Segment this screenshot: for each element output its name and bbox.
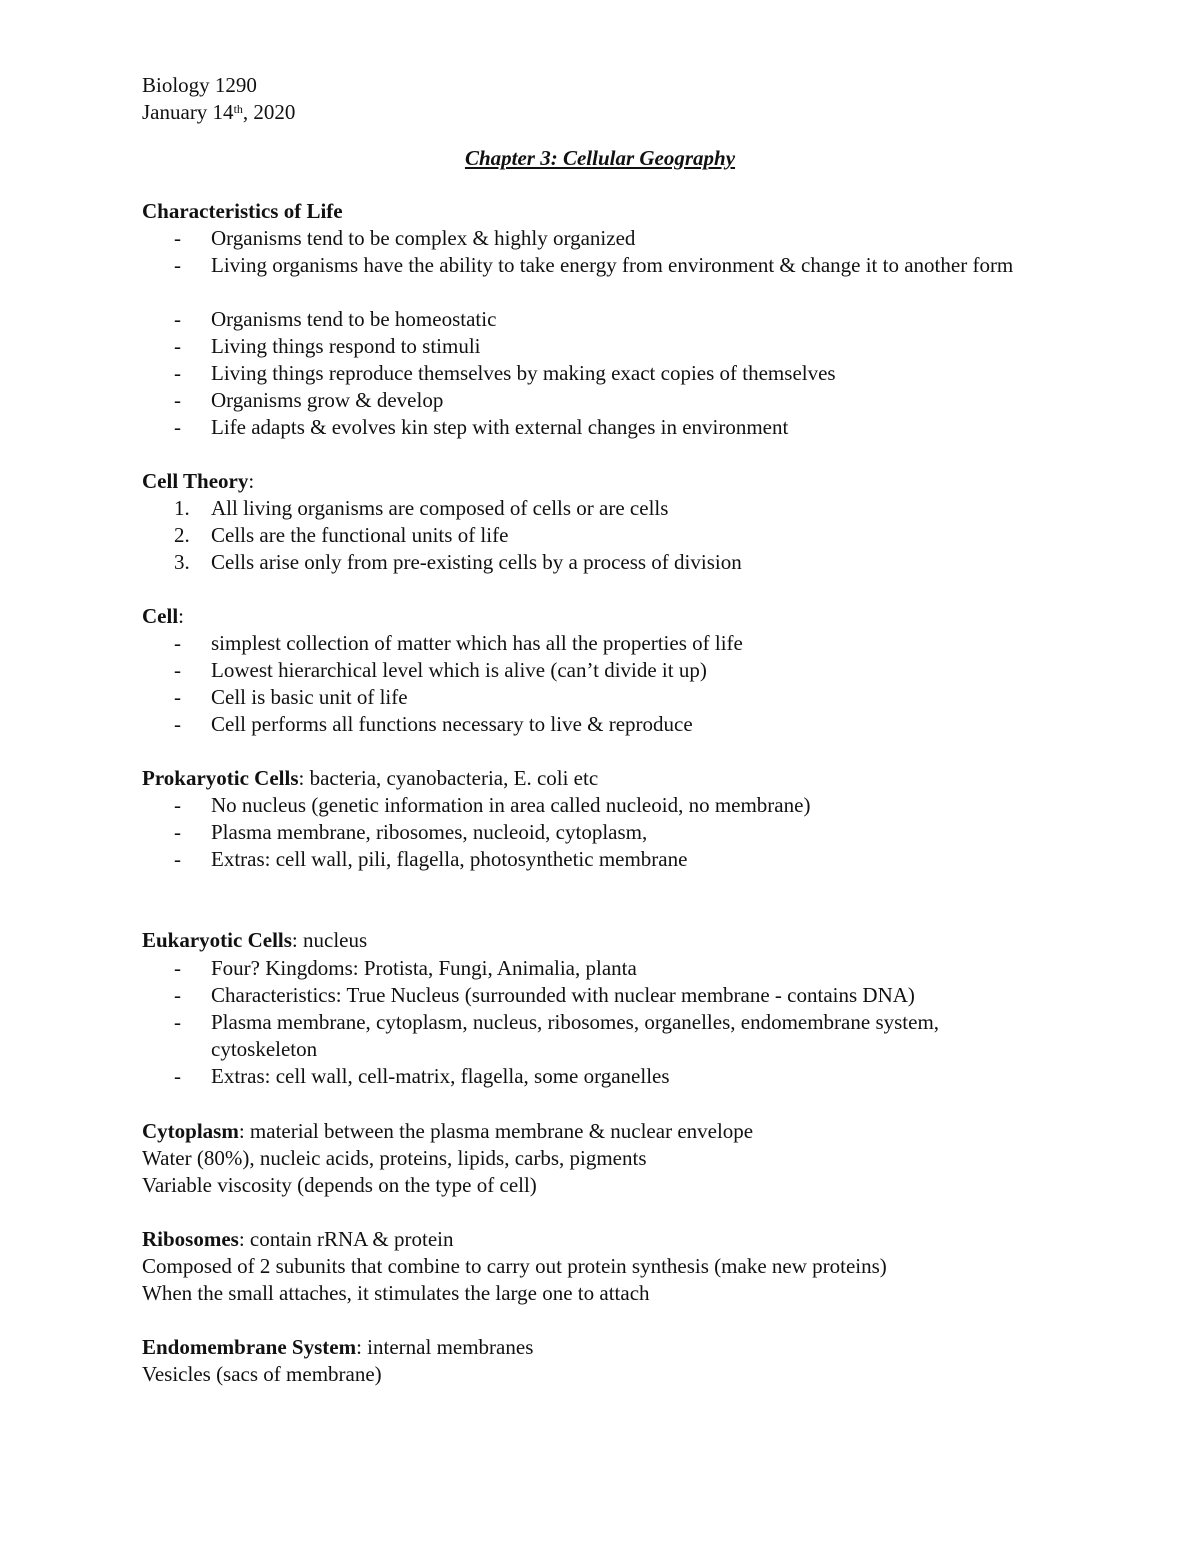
- bullet-dash: -: [174, 983, 181, 1007]
- item-text: Life adapts & evolves kin step with external changes in environment: [211, 415, 789, 439]
- item-text: Cell is basic unit of life: [211, 685, 408, 709]
- heading-rest: : internal membranes: [356, 1335, 534, 1359]
- heading-rest: : bacteria, cyanobacteria, E. coli etc: [298, 766, 599, 790]
- item-text: Cells are the functional units of life: [211, 523, 509, 547]
- list-number: 2.: [174, 523, 190, 547]
- bullet-dash: -: [174, 307, 181, 331]
- section-heading-prokaryotic: [142, 765, 598, 792]
- section-heading-eukaryotic: [142, 927, 367, 954]
- list-number: 3.: [174, 550, 190, 574]
- bullet-dash: -: [174, 956, 181, 980]
- course-name: [142, 72, 257, 99]
- item-text: Characteristics: True Nucleus (surrounded with nuclear membrane - contains DNA): [211, 983, 915, 1007]
- item-text: No nucleus (genetic information in area called nucleoid, no membrane): [211, 793, 811, 817]
- item-text: Four? Kingdoms: Protista, Fungi, Animalia, planta: [211, 956, 637, 980]
- section-heading-cell-theory: [142, 468, 254, 495]
- heading-text: Characteristics of Life: [142, 199, 343, 223]
- heading-text: Cytoplasm: [142, 1119, 239, 1143]
- section-heading-cell: [142, 603, 184, 630]
- heading-rest: : contain rRNA & protein: [238, 1227, 454, 1251]
- item-text: All living organisms are composed of cells or are cells: [211, 496, 669, 520]
- item-text: Organisms grow & develop: [211, 388, 444, 412]
- body-line: Composed of 2 subunits that combine to carry out protein synthesis (make new proteins): [142, 1254, 887, 1278]
- item-text: Plasma membrane, ribosomes, nucleoid, cytoplasm,: [211, 820, 648, 844]
- item-text: Organisms tend to be complex & highly organized: [211, 226, 636, 250]
- bullet-dash: -: [174, 685, 181, 709]
- bullet-dash: -: [174, 253, 181, 277]
- bullet-dash: -: [174, 388, 181, 412]
- bullet-dash: -: [174, 415, 181, 439]
- course-text: Biology 1290: [142, 73, 257, 97]
- heading-rest: :: [248, 469, 255, 493]
- bullet-dash: -: [174, 1010, 181, 1034]
- item-text: Extras: cell wall, cell-matrix, flagella, some organelles: [211, 1064, 670, 1088]
- heading-text: Ribosomes: [142, 1227, 239, 1251]
- item-text: Organisms tend to be homeostatic: [211, 307, 497, 331]
- body-line: Variable viscosity (depends on the type of cell): [142, 1173, 537, 1197]
- heading-text: Prokaryotic Cells: [142, 766, 299, 790]
- body-line: Water (80%), nucleic acids, proteins, lipids, carbs, pigments: [142, 1146, 647, 1170]
- bullet-dash: -: [174, 226, 181, 250]
- section-heading-endomembrane: [142, 1334, 533, 1361]
- item-text: Cell performs all functions necessary to live & reproduce: [211, 712, 693, 736]
- date-suffix: , 2020: [242, 100, 296, 124]
- body-line: Vesicles (sacs of membrane): [142, 1362, 382, 1386]
- bullet-dash: -: [174, 1064, 181, 1088]
- bullet-dash: -: [174, 847, 181, 871]
- section-heading-ribosomes: [142, 1226, 453, 1253]
- item-text: simplest collection of matter which has all the properties of life: [211, 631, 743, 655]
- heading-text: Cell: [142, 604, 179, 628]
- bullet-dash: -: [174, 334, 181, 358]
- section-heading-characteristics: [142, 198, 343, 225]
- heading-rest: : nucleus: [291, 928, 368, 952]
- heading-text: Cell Theory: [142, 469, 249, 493]
- list-number: 1.: [174, 496, 190, 520]
- section-heading-cytoplasm: [142, 1118, 753, 1145]
- date-superscript: th: [233, 102, 243, 116]
- body-line: When the small attaches, it stimulates the large one to attach: [142, 1281, 650, 1305]
- item-text: Living organisms have the ability to take energy from environment & change it to another form: [211, 253, 1014, 277]
- item-text: Cells arise only from pre-existing cells by a process of division: [211, 550, 742, 574]
- item-text: Lowest hierarchical level which is alive (can’t divide it up): [211, 658, 707, 682]
- bullet-dash: -: [174, 658, 181, 682]
- bullet-dash: -: [174, 361, 181, 385]
- heading-rest: :: [178, 604, 184, 628]
- bullet-dash: -: [174, 820, 181, 844]
- bullet-dash: -: [174, 712, 181, 736]
- heading-rest: : material between the plasma membrane & nuclear envelope: [238, 1119, 754, 1143]
- lecture-date: [142, 99, 295, 126]
- chapter-title: Chapter 3: Cellular Geography: [464, 146, 736, 170]
- date-prefix: January 14: [142, 100, 234, 124]
- bullet-dash: -: [174, 631, 181, 655]
- item-text: Living things reproduce themselves by making exact copies of themselves: [211, 361, 836, 385]
- bullet-dash: -: [174, 793, 181, 817]
- heading-text: Eukaryotic Cells: [142, 928, 292, 952]
- item-text: Extras: cell wall, pili, flagella, photosynthetic membrane: [211, 847, 688, 871]
- heading-text: Endomembrane System: [142, 1335, 357, 1359]
- item-text: Plasma membrane, cytoplasm, nucleus, ribosomes, organelles, endomembrane system, cytoskeleton: [211, 1010, 940, 1061]
- item-text: Living things respond to stimuli: [211, 334, 481, 358]
